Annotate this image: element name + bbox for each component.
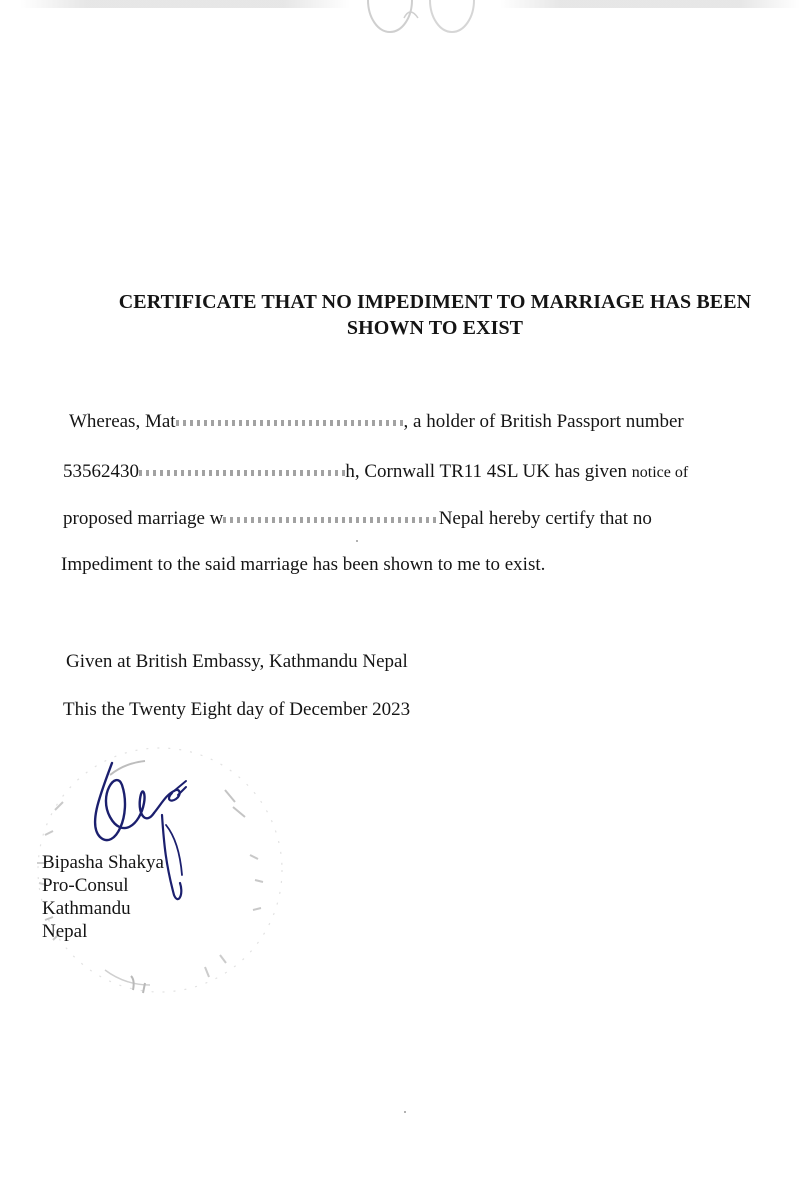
- body-line-1-suffix: , a holder of British Passport number: [403, 411, 684, 432]
- body-line-3: [63, 507, 652, 531]
- date-line: This the Twenty Eight day of December 2023: [63, 699, 411, 720]
- signatory-block: [42, 851, 164, 943]
- body-line-2-prefix: 53562430: [63, 461, 139, 482]
- faint-header-text-right: [500, 0, 800, 8]
- signatory-city: Kathmandu: [42, 898, 131, 919]
- redacted-partner: [223, 507, 438, 531]
- body-line-1-prefix: Whereas, Mat: [69, 411, 176, 432]
- title-line-1: CERTIFICATE THAT NO IMPEDIMENT TO MARRIAGE HAS BEEN: [118, 291, 752, 313]
- title-line-2: SHOWN TO EXIST: [346, 317, 524, 339]
- scan-speck: [356, 540, 358, 542]
- certificate-title: [60, 289, 800, 341]
- body-line-2: [63, 460, 688, 485]
- redacted-name: [176, 410, 404, 434]
- scan-speck: [404, 1111, 406, 1113]
- faint-header-text-left: [20, 0, 350, 8]
- body-line-2-end: notice of: [631, 464, 689, 481]
- faint-crest-emblem: [340, 0, 500, 40]
- body-line-3-suffix: Nepal hereby certify that no: [438, 508, 652, 529]
- body-line-2-mid: h, Cornwall TR11 4SL UK has given: [345, 461, 627, 482]
- given-at-line: Given at British Embassy, Kathmandu Nepal: [66, 651, 408, 672]
- signatory-name: Bipasha Shakya: [42, 852, 164, 873]
- body-line-4: Impediment to the said marriage has been shown to me to exist.: [61, 554, 546, 575]
- redacted-address: [139, 460, 345, 484]
- body-line-3-prefix: proposed marriage w: [63, 508, 224, 529]
- signatory-country: Nepal: [42, 921, 88, 942]
- body-line-1: [69, 410, 684, 434]
- signatory-title: Pro-Consul: [42, 875, 129, 896]
